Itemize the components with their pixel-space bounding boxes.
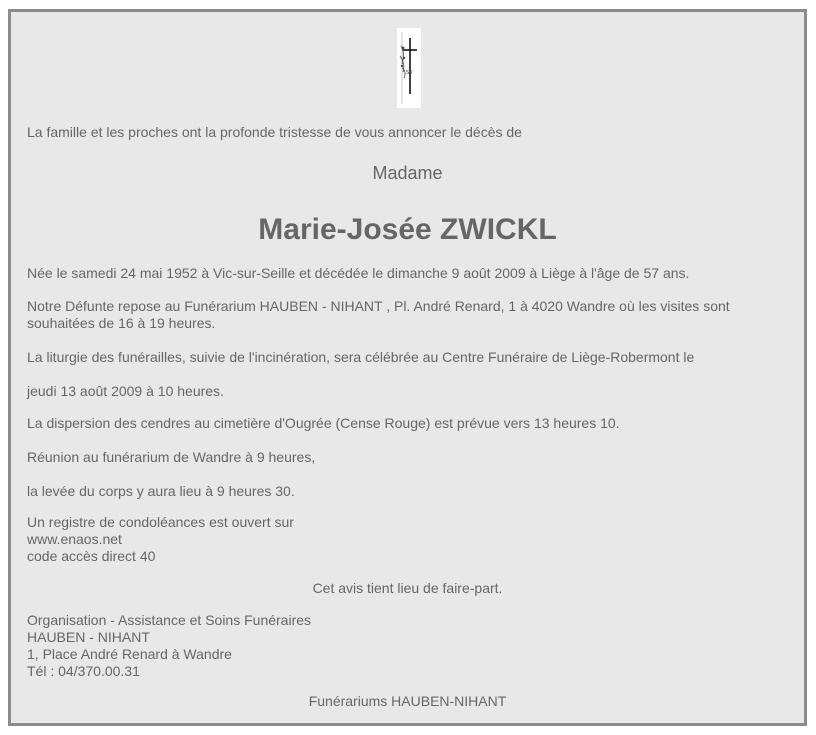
birth-death-text: Née le samedi 24 mai 1952 à Vic-sur-Seille et décédée le dimanche 9 août 2009 à Liège à l'âge de 57 ans.: [27, 265, 690, 281]
registry-text: Un registre de condoléances est ouvert sur: [27, 514, 294, 530]
deceased-name: Marie-Josée ZWICKL: [258, 213, 557, 246]
obituary-notice: [8, 9, 807, 726]
faire-part-text: Cet avis tient lieu de faire-part.: [312, 580, 503, 596]
organisation-line1: Organisation - Assistance et Soins Funéraires: [27, 612, 312, 628]
registry-code: code accès direct 40: [27, 548, 156, 564]
liturgy-date: jeudi 13 août 2009 à 10 heures.: [27, 383, 224, 399]
repose-text-line1: Notre Défunte repose au Funérarium HAUBEN - NIHANT , Pl. André Renard, 1 à 4020 Wandre où les visites sont: [27, 298, 730, 314]
organisation-line2: HAUBEN - NIHANT: [27, 629, 150, 645]
repose-text-line2: souhaitées de 16 à 19 heures.: [27, 315, 216, 331]
intro-text: La famille et les proches ont la profonde tristesse de vous annoncer le décès de: [27, 124, 522, 140]
footer-text: Funérariums HAUBEN-NIHANT: [308, 693, 507, 709]
svg-text:SV: SV: [406, 70, 413, 76]
salutation: Madame: [372, 163, 443, 183]
organisation-address: 1, Place André Renard à Wandre: [27, 646, 232, 662]
levee-text: la levée du corps y aura lieu à 9 heures 30.: [27, 483, 295, 499]
registry-url: www.enaos.net: [27, 531, 122, 547]
reunion-text: Réunion au funérarium de Wandre à 9 heures,: [27, 449, 316, 465]
dispersion-text: La dispersion des cendres au cimetière d'Ougrée (Cense Rouge) est prévue vers 13 heures 10.: [27, 415, 620, 431]
cross-with-flowers-icon: [397, 28, 421, 108]
organisation-phone: Tél : 04/370.00.31: [27, 663, 140, 679]
liturgy-text: La liturgie des funérailles, suivie de l'incinération, sera célébrée au Centre Funéraire de Liège-Robermont le: [27, 349, 695, 365]
